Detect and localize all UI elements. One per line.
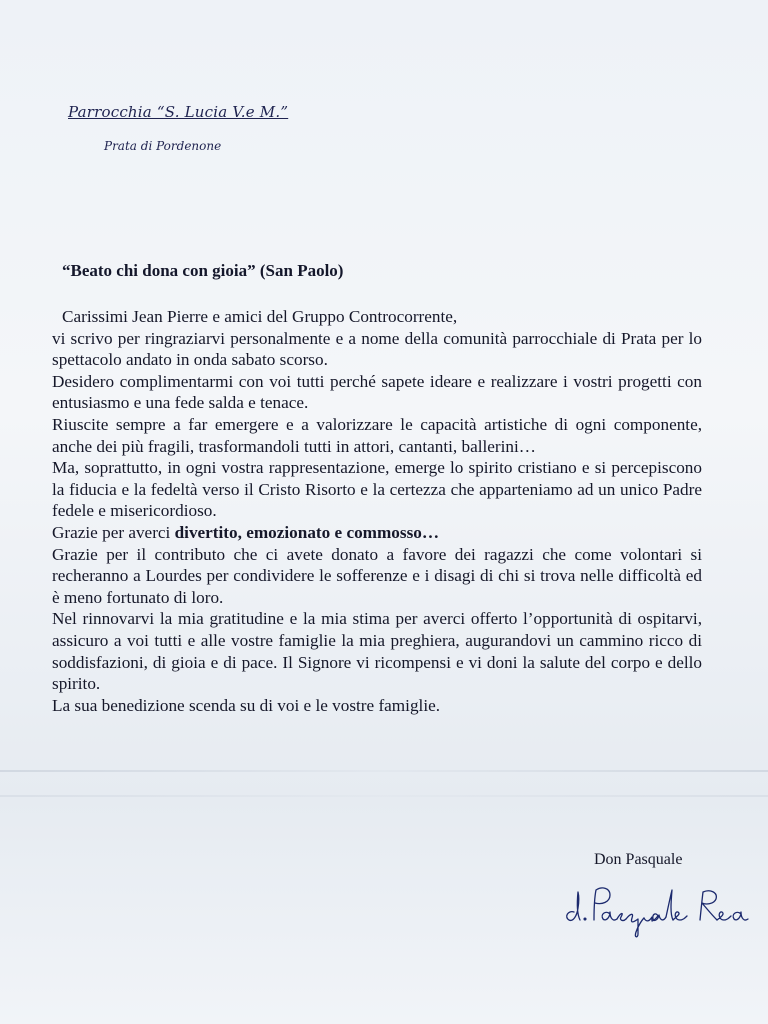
closing-name: Don Pasquale (594, 851, 683, 868)
heading-source: (San Paolo) (259, 261, 344, 280)
greeting: Carissimi Jean Pierre e amici del Gruppo Controcorrente, (62, 307, 458, 326)
paper-fold (0, 770, 768, 772)
handwritten-signature (560, 872, 768, 942)
paragraph: Nel rinnovarvi la mia gratitudine e la mia stima per averci offerto l’opportunità di ospitarvi, assicuro a voi tutti e alle vostre famiglie la mia preghiera, augurandovi un cammino ricco di soddisfazioni, di gioia e di pace. Il Signore vi ricompensi e vi doni la salute del corpo e dello spirito. (52, 609, 702, 694)
letter-body (52, 306, 702, 716)
parish-town: Prata di Pordenone (104, 139, 222, 153)
letterhead (68, 103, 288, 153)
paper-fold (0, 795, 768, 797)
paragraph: Riuscite sempre a far emergere e a valorizzare le capacità artistiche di ogni componente, anche dei più fragili, trasformandoli tutti in attori, cantanti, ballerini… (52, 414, 702, 456)
paragraph (52, 522, 702, 544)
thanks-emphasis: divertito, emozionato e commosso… (174, 522, 440, 542)
paragraph: La sua benedizione scenda su di voi e le vostre famiglie. (52, 695, 441, 715)
paragraph: Grazie per il contributo che ci avete donato a favore dei ragazzi che come volontari si recheranno a Lourdes per condividere le sofferenze e i disagi di chi si trova nelle difficoltà ed è meno fortunato di loro. (52, 544, 702, 607)
paragraph: vi scrivo per ringraziarvi personalmente e a nome della comunità parrocchiale di Prata per lo spettacolo andato in onda sabato scorso. (52, 328, 702, 370)
heading-quote: “Beato chi dona con gioia” (62, 261, 256, 280)
paragraph: Desidero complimentarmi con voi tutti perché sapete ideare e realizzare i vostri progetti con entusiasmo e una fede salda e tenace. (52, 371, 702, 413)
parish-name: Parrocchia “S. Lucia V.e M.” (68, 103, 289, 121)
thanks-prefix: Grazie per averci (52, 522, 175, 542)
letter-heading (62, 261, 343, 281)
paragraph: Ma, soprattutto, in ogni vostra rappresentazione, emerge lo spirito cristiano e si percepiscono la fiducia e la fedeltà verso il Cristo Risorto e la certezza che apparteniamo ad un unico Padre fedele e misericordioso. (52, 458, 702, 521)
